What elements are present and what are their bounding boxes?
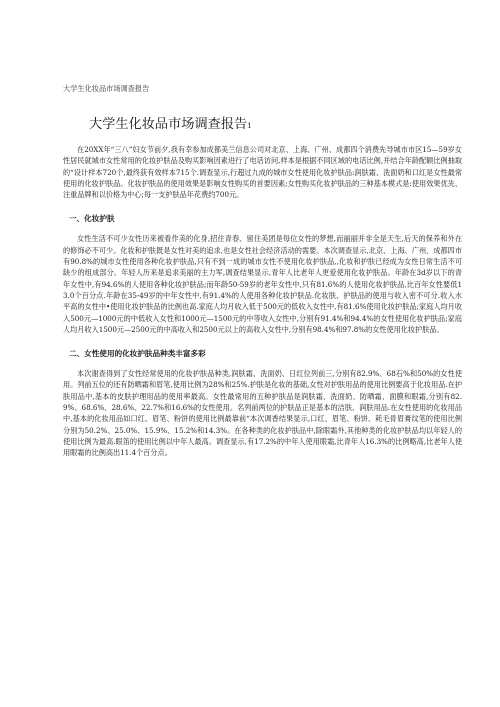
section-1-paragraph: 女性生活不可少女性历来被看作美的化身,招住青春、留住美团是每位女性的梦想,而丽丽并非全是天生,后天的保养和外在的修饰必不可少。化妆和护肤既是女性对美的追求,也是女性社会经济活动的需要。本次调查显示,北京、上海、广州、成都四市有90.8%的城市女性使用各种化妆护肤品,只有不到一成的城市女性不使用化妆护肤品,,化妆和护肤已经成为女性日常生活不可缺少的组成部分。年轻人历来是追求美丽的主力军,调查结果显示,青年人比老年人更爱使用化妆护肤品。年龄在3d岁以下的青年女性中,有94.6%的人使用各种化妆护肤品;而年龄50-59岁的老年女性中,只有81.6%的人使用化妆护肤品,比百年女性要低13.0个百分点.年龄在35-49岁的中年女性中,有91.4%的人使用各种化妆护肤品.化妆肤、护肤品的使用与收入密不可分.收入水平高的女性中•使用化妆护肤品的比例也高.家庭人均月收入低于500元的低收入女性中,有81.6%使用化妆护肤品;家庭人均月收入500元—1000元的中低收入女性和1000元—1500元的中等收入女性中,分别有91.4%和94.4%的女性使用化妆护肤品;家庭人均月收入1500元—2500元的中高收入和2500元以上的高收入女性中,分别有98.4%和97.8%的女性使用化妆护肤品。 bbox=[63, 234, 462, 334]
section-2-paragraph: 本次谢查得到了女性经常使用的化妆护肤品种类,润肤霜、洗面奶、日红位列前三,分别有82.9%、68石%和50%的女性使用。列前五位的还有防晒霜和眉笔,使用比例为28%和25%.护肤是化妆的基础,女性对护肤用品的使用比例要高于化妆用品.在护肤用品中,基本的皮肤护理用品的使用率最高。女性最常用的五种护肤品是润肤霜、洗面奶、防晒霜、面膜和眼霜,分别有82.9%、68.6%、28.6%、22.7%和16.6%的女性使用。名列前两位的护肤品正是基本的洁肤、润肤用品.在女性使用的化妆用品中,基本的化妆用品如口红、眉笔、粉饼的使用比例最靠前“本次调香结果显示,口红、眉笔、粉饼、耗毛骨眉膏纹笔的使用比例分别为50.2%、25.0%、15.9%、15.2%和14.3%。在各种类的化妆护肤品中,除眼霜外,其他种类的化妆护肤品均以年轻人的使用比例为最高.眼笛的使用比例以中年人最高。调查显示,有17.2%的中年人使用眼霜,比青年人16.3%的比例略高,比老年人使用眼霜的比例高出11.4个百分点。 bbox=[63, 369, 462, 458]
running-header: 大学生化妆品市场调查报告 bbox=[63, 84, 150, 93]
document-title bbox=[89, 116, 462, 135]
document-title-text: 大学生化妆品市场调查报告 bbox=[89, 117, 248, 132]
section-heading-2: 二、女性使用的化妆护肤品种类丰富多彩 bbox=[69, 349, 206, 359]
section-heading-1: 一、化妆护肤 bbox=[69, 214, 115, 224]
title-footnote-marker: 1 bbox=[247, 122, 252, 130]
intro-paragraph: 在20XX年“三八”妇女节前夕,我有幸参加成都美兰信息公司对北京、上海、广州、成都四个消费先导城市市区15—59岁女性居民就城市女性常用的化妆护肤品及购买影响因素进行了电话访问,样本是根据不同区域的电话比例,并结合年龄配额比例抽取的“设计样本720个,最终获有效样本715个.调查显示,行超过九成的城市女性使用化妆护肤品:润肤霜、洗面奶和口红是女性最常使用的化妆护肤品。化妆护肤品的使用效果是影响女性购买的首要因素;女性购买化妆护肤品的三种基本模式是:使用效果优先、注重品牌和以价格为中心;每一支护肤品年花费约700元。 bbox=[63, 145, 463, 200]
